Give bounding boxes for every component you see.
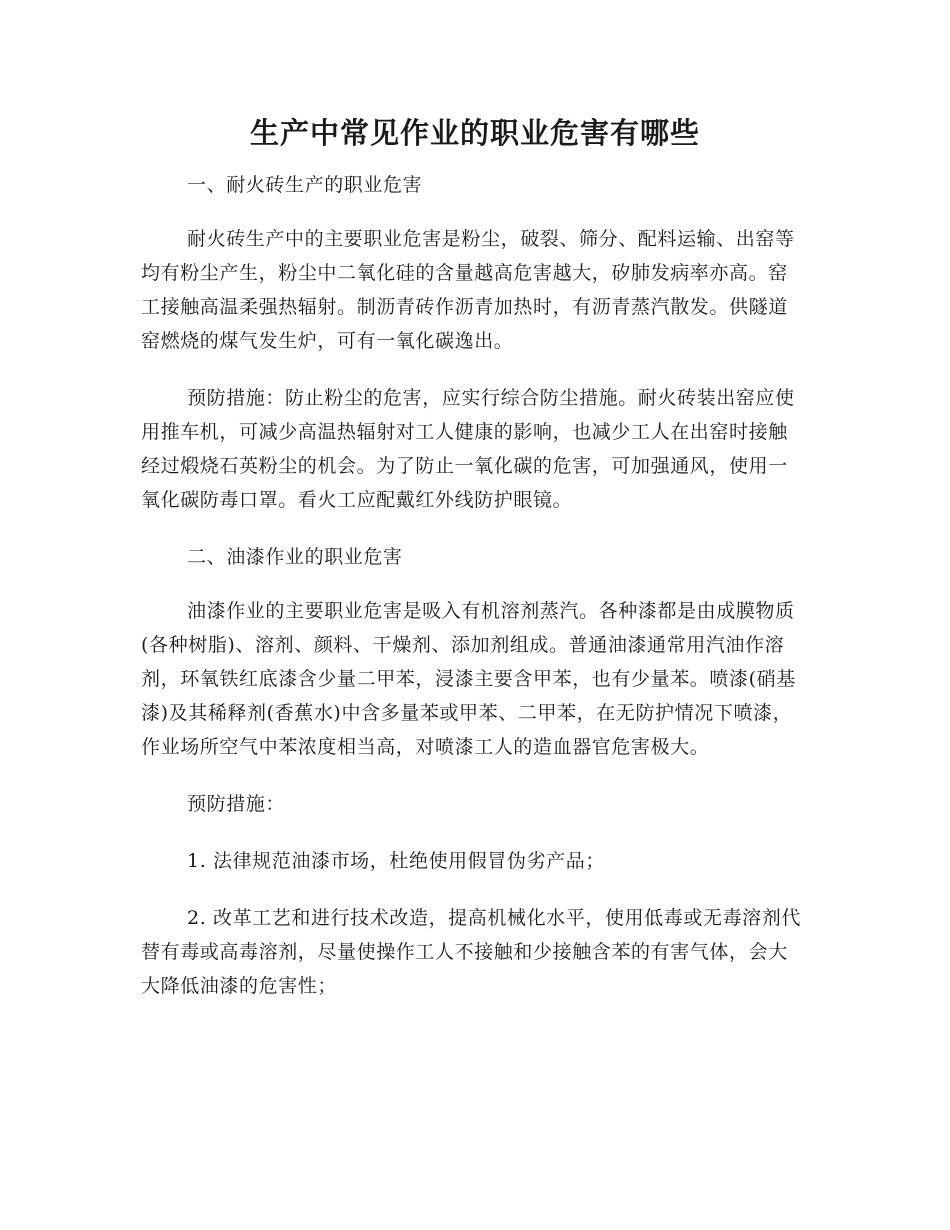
- paragraph: 耐火砖生产中的主要职业危害是粉尘，破裂、筛分、配料运输、出窑等均有粉尘产生，粉尘中二氧化硅的含量越高危害越大，矽肺发病率亦高。窑工接触高温柔强热辐射。制沥青砖作沥青加热时，有沥青蒸汽散发。供隧道窑燃烧的煤气发生炉，可有一氧化碳逸出。: [141, 228, 795, 352]
- paragraph: 预防措施：: [187, 793, 286, 815]
- list-item: 1. 法律规范油漆市场，杜绝使用假冒伪劣产品；: [187, 850, 605, 872]
- paragraph: 预防措施：防止粉尘的危害，应实行综合防尘措施。耐火砖装出窑应使用推车机，可减少高温热辐射对工人健康的影响，也减少工人在出窑时接触经过煅烧石英粉尘的机会。为了防止一氧化碳的危害，可加强通风，使用一氧化碳防毒口罩。看火工应配戴红外线防护眼镜。: [141, 387, 795, 511]
- list-item: 2. 改革工艺和进行技术改造，提高机械化水平，使用低毒或无毒溶剂代替有毒或高毒溶剂，尽量使操作工人不接触和少接触含苯的有害气体，会大大降低油漆的危害性；: [141, 907, 801, 997]
- section-heading: 二、油漆作业的职业危害: [187, 546, 403, 568]
- section-heading: 一、耐火砖生产的职业危害: [187, 174, 423, 196]
- page-title: 生产中常见作业的职业危害有哪些: [249, 116, 700, 150]
- paragraph: 油漆作业的主要职业危害是吸入有机溶剂蒸汽。各种漆都是由成膜物质(各种树脂)、溶剂、颜料、干燥剂、添加剂组成。普通油漆通常用汽油作溶剂，环氧铁红底漆含少量二甲苯，浸漆主要含甲苯，也有少量苯。喷漆(硝基漆)及其稀释剂(香蕉水)中含多量苯或甲苯、二甲苯，在无防护情况下喷漆，作业场所空气中苯浓度相当高，对喷漆工人的造血器官危害极大。: [141, 600, 796, 758]
- document-body: [141, 168, 801, 1026]
